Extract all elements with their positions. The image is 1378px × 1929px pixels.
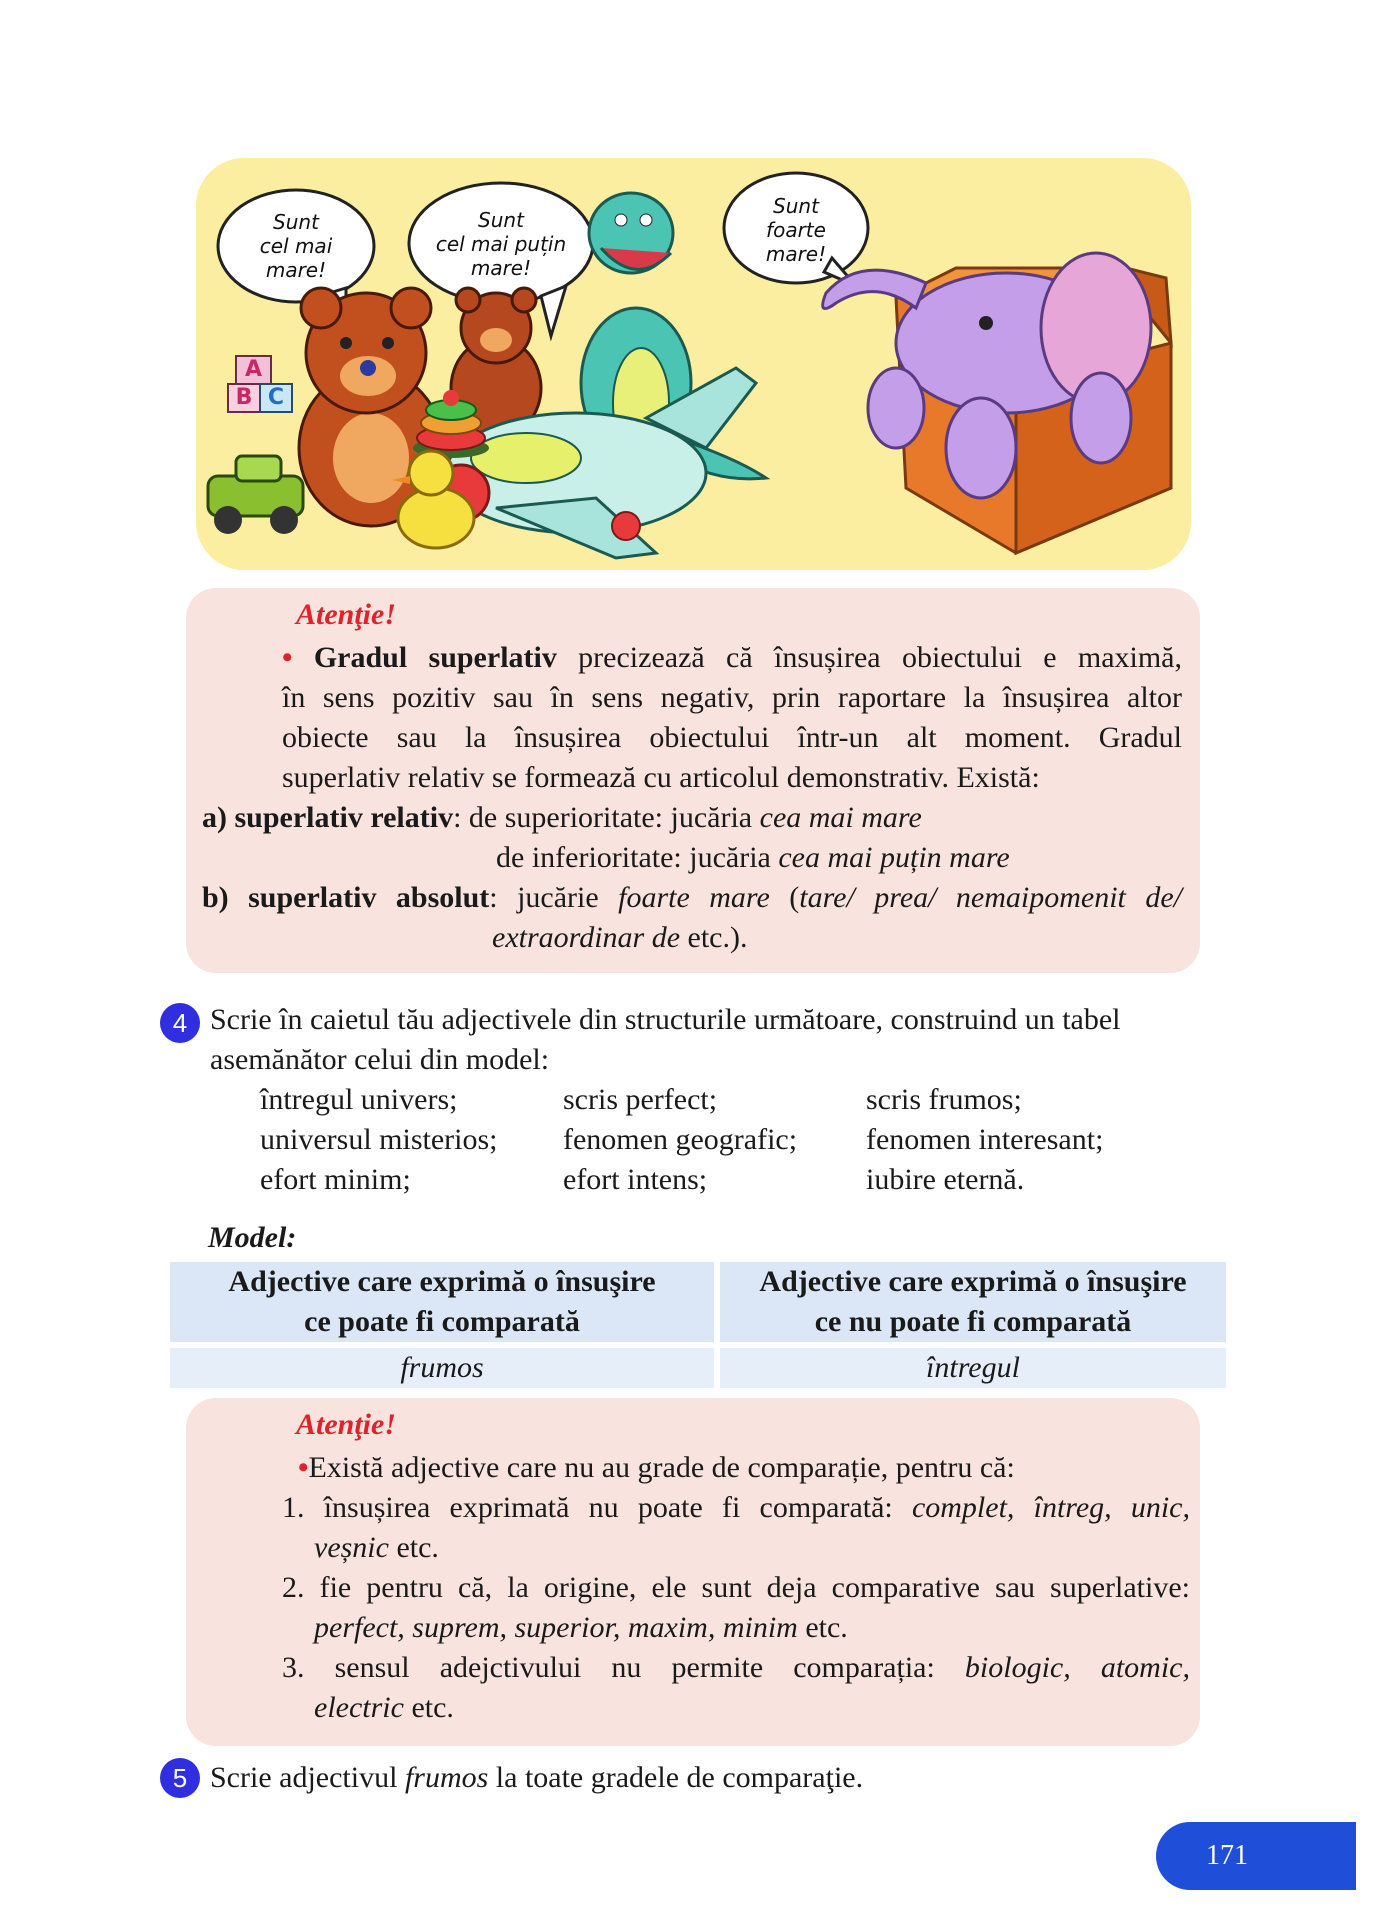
relative-example-2: cea mai puțin mare xyxy=(778,841,1010,874)
absolute-paren: ( xyxy=(769,881,800,914)
item-example: complet, întreg, unic, xyxy=(911,1491,1190,1524)
exercise-4-instruction xyxy=(210,1000,1240,1080)
bubble-line: foarte xyxy=(766,218,826,242)
absolute-example-1: foarte mare xyxy=(618,881,770,914)
definition-line: precizează că însușirea obiectului e maximă, xyxy=(556,641,1182,674)
definition-line: obiecte sau la însușirea obiectului într-un alt moment. Gradul xyxy=(282,721,1182,754)
instruction-line: Scrie în caietul tău adjectivele din structurile următoare, construind un tabel xyxy=(210,1003,1121,1036)
item: scris frumos; xyxy=(866,1083,1022,1116)
bullet-icon: • xyxy=(298,1451,309,1484)
list-item-1-cont xyxy=(282,1528,1190,1568)
bubble-line: mare! xyxy=(765,242,827,266)
item-end: etc. xyxy=(403,1691,454,1724)
term-relative: a) superlativ relativ xyxy=(202,801,454,834)
bubble-line: mare! xyxy=(470,256,532,280)
bubble-line: Sunt xyxy=(773,194,819,218)
table-cell-non-comparable: întregul xyxy=(720,1348,1226,1388)
absolute-example-2: tare/ prea/ nemaipomenit de/ xyxy=(799,881,1182,914)
exercise-4-items xyxy=(260,1080,1240,1200)
table-header-non-comparable xyxy=(720,1262,1226,1342)
header-line: ce poate fi comparată xyxy=(304,1305,580,1338)
model-label: Model: xyxy=(208,1221,297,1254)
definition-line: superlativ relativ se formează cu articolul demonstrativ. Există: xyxy=(282,761,1040,794)
item-example: veșnic xyxy=(314,1531,389,1564)
absolute-end: etc.). xyxy=(680,921,748,954)
item: fenomen interesant; xyxy=(866,1123,1104,1156)
items-row xyxy=(260,1080,1240,1120)
instruction-line: asemănător celui din model: xyxy=(210,1043,550,1076)
block-letter-c: C xyxy=(267,385,285,410)
toys-illustration xyxy=(196,158,1191,570)
bubble-line: mare! xyxy=(265,258,327,282)
relative-example-1: cea mai mare xyxy=(759,801,922,834)
item: întregul univers; xyxy=(260,1083,458,1116)
item-text: 3. sensul adejctivului nu permite comparația: xyxy=(282,1651,965,1684)
item: scris perfect; xyxy=(563,1083,718,1116)
list-item-3-cont xyxy=(282,1688,1190,1728)
speech-bubble-3-text xyxy=(724,194,868,266)
superlative-relative-line xyxy=(202,798,1182,838)
table-header-comparable xyxy=(170,1262,714,1342)
exercise-5-instruction xyxy=(210,1758,1210,1798)
list-item-2-cont xyxy=(282,1608,1190,1648)
item-example: biologic, atomic, xyxy=(964,1651,1190,1684)
items-row xyxy=(260,1120,1240,1160)
items-row xyxy=(260,1160,1240,1200)
speech-bubble-1-text xyxy=(218,210,374,282)
item: fenomen geografic; xyxy=(563,1123,798,1156)
superlative-absolute-line xyxy=(202,878,1182,918)
instruction-text: la toate gradele de comparaţie. xyxy=(488,1761,864,1794)
list-item-1 xyxy=(282,1488,1190,1528)
block-letter-b: B xyxy=(235,385,253,410)
item: iubire eternă. xyxy=(866,1163,1025,1196)
item-example: perfect, suprem, superior, maxim, minim xyxy=(314,1611,798,1644)
relative-text-2: de inferioritate: jucăria xyxy=(496,841,779,874)
item-end: etc. xyxy=(797,1611,848,1644)
item: universul misterios; xyxy=(260,1123,498,1156)
term-superlative: Gradul superlativ xyxy=(313,641,557,674)
definition-line: în sens pozitiv sau în sens negativ, prin raportare la însușirea altor xyxy=(282,681,1182,714)
intro-text: Există adjective care nu au grade de comparație, pentru că: xyxy=(308,1451,1015,1484)
header-line: ce nu poate fi comparată xyxy=(814,1305,1132,1338)
page-number: 171 xyxy=(1156,1822,1356,1890)
bubble-line: cel mai xyxy=(259,234,333,258)
relative-text: : de superioritate: jucăria xyxy=(453,801,760,834)
bubble-line: Sunt xyxy=(478,208,524,232)
list-item-3 xyxy=(282,1648,1190,1688)
list-item-2: 2. fie pentru că, la origine, ele sunt deja comparative sau superlative: xyxy=(282,1571,1190,1604)
header-line: Adjective care exprimă o însuşire xyxy=(228,1265,656,1298)
exercise-5-number: 5 xyxy=(160,1758,200,1798)
bullet-icon: • xyxy=(282,641,293,674)
table-cell-comparable: frumos xyxy=(170,1348,714,1388)
superlative-definition xyxy=(282,638,1182,798)
attention-heading-1: Atenţie! xyxy=(296,598,397,631)
elephant-toy xyxy=(823,253,1151,498)
header-line: Adjective care exprimă o însuşire xyxy=(759,1265,1187,1298)
instruction-word: frumos xyxy=(404,1761,489,1794)
speech-bubble-2-text xyxy=(406,208,596,280)
absolute-text: : jucărie xyxy=(489,881,619,914)
item-end: etc. xyxy=(388,1531,439,1564)
item-text: 1. însușirea exprimată nu poate fi comparată: xyxy=(282,1491,912,1524)
superlative-absolute-line-2 xyxy=(492,918,1182,958)
bubble-line: Sunt xyxy=(273,210,319,234)
superlative-relative-line-2 xyxy=(496,838,1186,878)
term-absolute: b) superlativ absolut xyxy=(202,881,490,914)
block-letter-a: A xyxy=(244,357,263,382)
toy-car xyxy=(208,456,303,534)
absolute-example-3: extraordinar de xyxy=(492,921,681,954)
no-comparison-intro xyxy=(298,1448,1188,1488)
bubble-line: cel mai puțin xyxy=(435,232,567,256)
no-comparison-list xyxy=(282,1488,1190,1728)
item-example: electric xyxy=(314,1691,404,1724)
exercise-4-number: 4 xyxy=(160,1003,200,1043)
attention-heading-2: Atenţie! xyxy=(296,1408,397,1441)
item: efort intens; xyxy=(563,1163,708,1196)
item: efort minim; xyxy=(260,1163,411,1196)
instruction-text: Scrie adjectivul xyxy=(210,1761,405,1794)
